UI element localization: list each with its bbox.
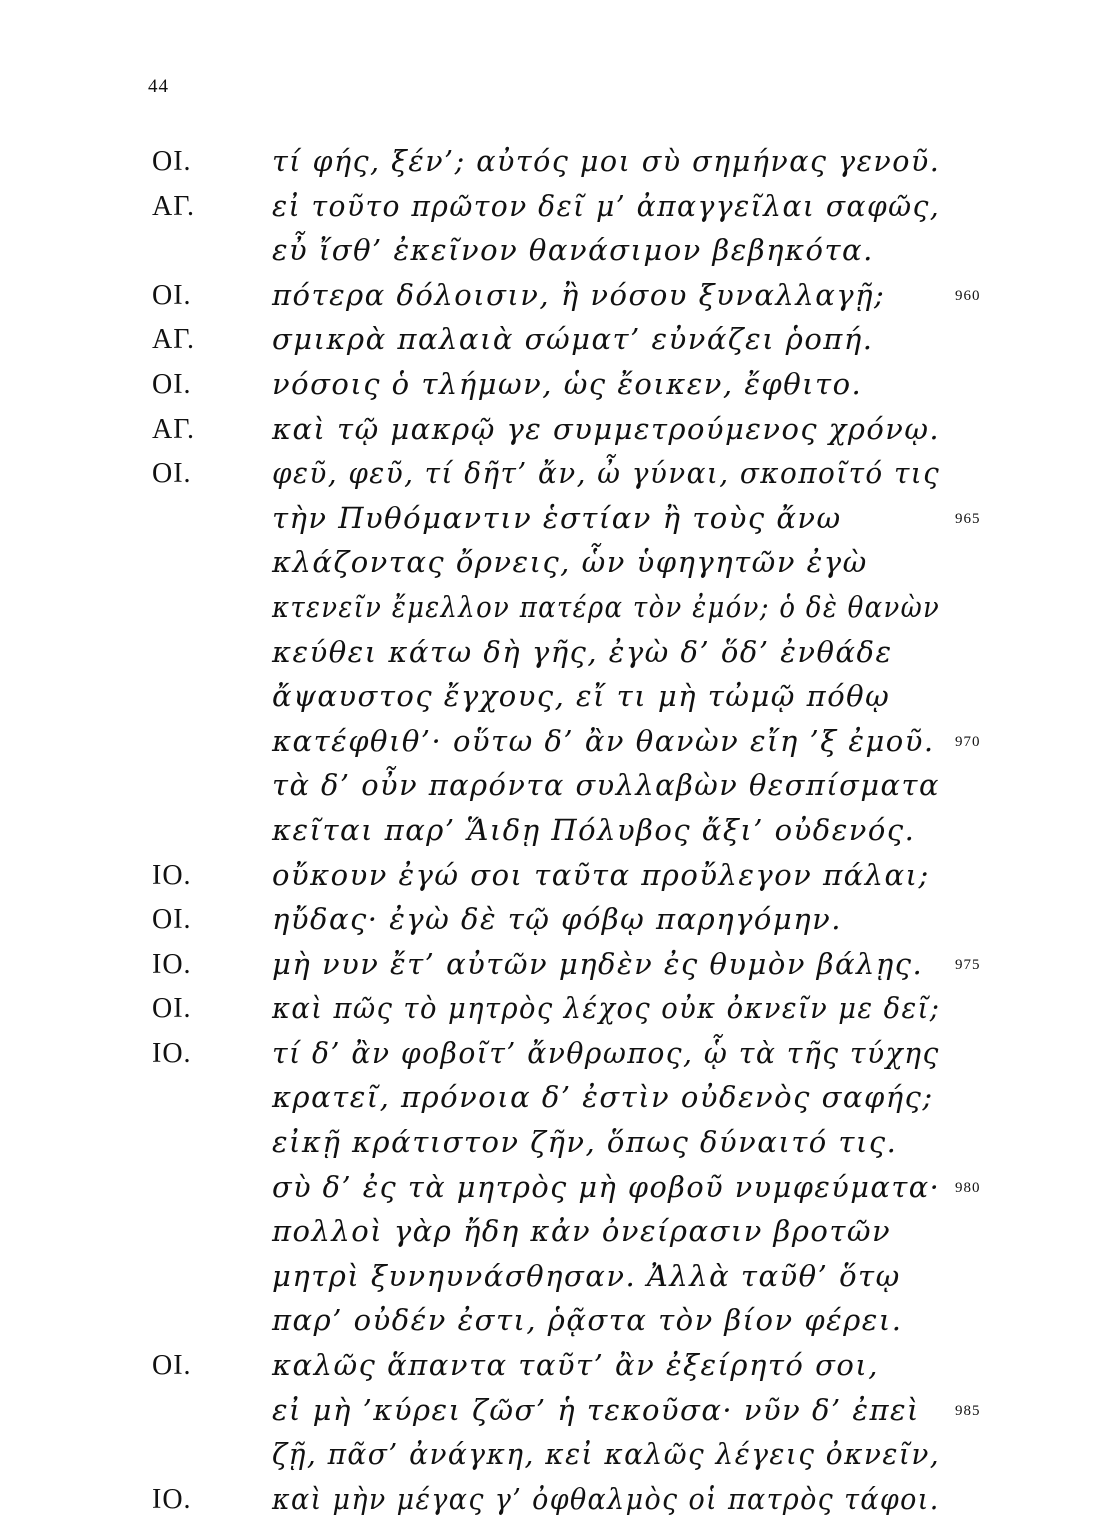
verse-text: ηὔδας· ἐγὼ δὲ τῷ φόβῳ παρηγόμην. bbox=[272, 902, 842, 937]
verse-text: εὖ ἴσθ’ ἐκεῖνον θανάσιμον βεβηκότα. bbox=[272, 233, 874, 268]
verse-text: καλῶς ἅπαντα ταῦτ’ ἂν ἐξείρητό σοι, bbox=[272, 1348, 879, 1383]
verse-text: σμικρὰ παλαιὰ σώματ’ εὐνάζει ῥοπή. bbox=[272, 322, 874, 357]
verse-line bbox=[0, 452, 1111, 497]
speaker-label: ΙΟ. bbox=[152, 948, 192, 980]
line-number: 985 bbox=[955, 1402, 981, 1419]
speaker-label: ΟΙ. bbox=[152, 904, 192, 936]
speaker-label: ΟΙ. bbox=[152, 993, 192, 1025]
verse-line bbox=[0, 318, 1111, 363]
verse-line bbox=[0, 898, 1111, 943]
line-number: 975 bbox=[955, 956, 981, 973]
verse-text: εἰκῇ κράτιστον ζῆν, ὅπως δύναιτό τις. bbox=[272, 1125, 898, 1160]
speaker-label: ΑΓ. bbox=[152, 324, 196, 356]
speaker-label: ΟΙ. bbox=[152, 368, 192, 400]
verse-text: σὺ δ’ ἐς τὰ μητρὸς μὴ φοβοῦ νυμφεύματα· bbox=[272, 1169, 941, 1204]
verse-text: ἄψαυστος ἔγχους, εἴ τι μὴ τὠμῷ πόθῳ bbox=[272, 679, 891, 714]
verse-text: εἰ μὴ ’κύρει ζῶσ’ ἡ τεκοῦσα· νῦν δ’ ἐπεὶ bbox=[272, 1392, 920, 1427]
verse-lines bbox=[0, 140, 1111, 1522]
verse-text: κτενεῖν ἔμελλον πατέρα τὸν ἐμόν; ὁ δὲ θανὼν bbox=[272, 589, 941, 624]
speaker-label: ΙΟ. bbox=[152, 1483, 192, 1515]
verse-line bbox=[0, 1344, 1111, 1389]
verse-line bbox=[0, 1121, 1111, 1166]
speaker-label: ΙΟ. bbox=[152, 1037, 192, 1069]
verse-text: τὴν Πυθόμαντιν ἑστίαν ἢ τοὺς ἄνω bbox=[272, 500, 842, 535]
verse-text: κρατεῖ, πρόνοια δ’ ἐστὶν οὐδενὸς σαφής; bbox=[272, 1080, 934, 1115]
speaker-label: ΟΙ. bbox=[152, 146, 192, 177]
verse-text: τί δ’ ἂν φοβοῖτ’ ἄνθρωπος, ᾧ τὰ τῆς τύχης bbox=[272, 1035, 940, 1070]
verse-line bbox=[0, 854, 1111, 899]
verse-line bbox=[0, 185, 1111, 230]
verse-line bbox=[0, 675, 1111, 720]
verse-text: κατέφθιθ’· οὕτω δ’ ἂν θανὼν εἴη ’ξ ἐμοῦ. bbox=[272, 723, 935, 758]
verse-line bbox=[0, 809, 1111, 854]
verse-line bbox=[0, 497, 1111, 542]
verse-text: κεύθει κάτω δὴ γῆς, ἐγὼ δ’ ὅδ’ ἐνθάδε bbox=[272, 634, 893, 669]
speaker-label: ΟΙ. bbox=[152, 1350, 192, 1382]
verse-line bbox=[0, 229, 1111, 274]
page-number: 44 bbox=[148, 76, 169, 97]
verse-text: νόσοις ὁ τλήμων, ὡς ἔοικεν, ἔφθιτο. bbox=[272, 366, 863, 401]
verse-line bbox=[0, 274, 1111, 319]
verse-text: πολλοὶ γὰρ ἤδη κἀν ὀνείρασιν βροτῶν bbox=[272, 1214, 892, 1249]
verse-line bbox=[0, 987, 1111, 1032]
verse-text: ζῇ, πᾶσ’ ἀνάγκη, κεἰ καλῶς λέγεις ὀκνεῖν, bbox=[272, 1437, 941, 1472]
verse-line bbox=[0, 764, 1111, 809]
verse-line bbox=[0, 1433, 1111, 1478]
verse-line bbox=[0, 408, 1111, 453]
verse-text: καὶ πῶς τὸ μητρὸς λέχος οὐκ ὀκνεῖν με δεῖ; bbox=[272, 991, 941, 1026]
speaker-label: ΟΙ. bbox=[152, 458, 192, 490]
verse-text: καὶ μὴν μέγας γ’ ὀφθαλμὸς οἱ πατρὸς τάφοι. bbox=[272, 1481, 940, 1516]
verse-text: πότερα δόλοισιν, ἢ νόσου ξυναλλαγῇ; bbox=[272, 277, 886, 312]
line-number: 980 bbox=[955, 1179, 981, 1196]
verse-text: καὶ τῷ μακρῷ γε συμμετρούμενος χρόνῳ. bbox=[272, 411, 941, 446]
speaker-label: ΑΓ. bbox=[152, 190, 196, 222]
verse-text: κλάζοντας ὄρνεις, ὧν ὑφηγητῶν ἐγὼ bbox=[272, 545, 868, 580]
verse-line bbox=[0, 943, 1111, 988]
verse-text: κεῖται παρ’ Ἅιδῃ Πόλυβος ἄξι’ οὐδενός. bbox=[272, 812, 916, 847]
verse-text: μὴ νυν ἔτ’ αὐτῶν μηδὲν ἐς θυμὸν βάλῃς. bbox=[272, 946, 924, 981]
verse-line bbox=[0, 1255, 1111, 1300]
verse-line bbox=[0, 1076, 1111, 1121]
verse-line bbox=[0, 1032, 1111, 1077]
line-number: 965 bbox=[955, 510, 981, 527]
verse-text: τὰ δ’ οὖν παρόντα συλλαβὼν θεσπίσματα bbox=[272, 768, 940, 803]
verse-line bbox=[0, 1210, 1111, 1255]
line-number: 970 bbox=[955, 733, 981, 750]
verse-line bbox=[0, 1389, 1111, 1434]
verse-text: μητρὶ ξυνηυνάσθησαν. Ἀλλὰ ταῦθ’ ὅτῳ bbox=[272, 1258, 901, 1293]
verse-line bbox=[0, 1299, 1111, 1344]
verse-text: τί φής, ξέν’; αὐτός μοι σὺ σημήνας γενοῦ. bbox=[272, 144, 941, 178]
verse-line bbox=[0, 140, 1111, 185]
verse-text: οὔκουν ἐγώ σοι ταῦτα προὔλεγον πάλαι; bbox=[272, 857, 930, 892]
line-number: 960 bbox=[955, 287, 981, 304]
verse-text: παρ’ οὐδέν ἐστι, ῥᾷστα τὸν βίον φέρει. bbox=[272, 1303, 903, 1338]
verse-text: εἰ τοῦτο πρῶτον δεῖ μ’ ἀπαγγεῖλαι σαφῶς, bbox=[272, 188, 941, 223]
speaker-label: ΙΟ. bbox=[152, 859, 192, 891]
speaker-label: ΟΙ. bbox=[152, 279, 192, 311]
verse-text: φεῦ, φεῦ, τί δῆτ’ ἄν, ὦ γύναι, σκοποῖτό τις bbox=[272, 456, 941, 491]
verse-line bbox=[0, 541, 1111, 586]
verse-line bbox=[0, 363, 1111, 408]
speaker-label: ΑΓ. bbox=[152, 413, 196, 445]
verse-line bbox=[0, 586, 1111, 631]
verse-line bbox=[0, 1166, 1111, 1211]
verse-line bbox=[0, 631, 1111, 676]
verse-line bbox=[0, 720, 1111, 765]
